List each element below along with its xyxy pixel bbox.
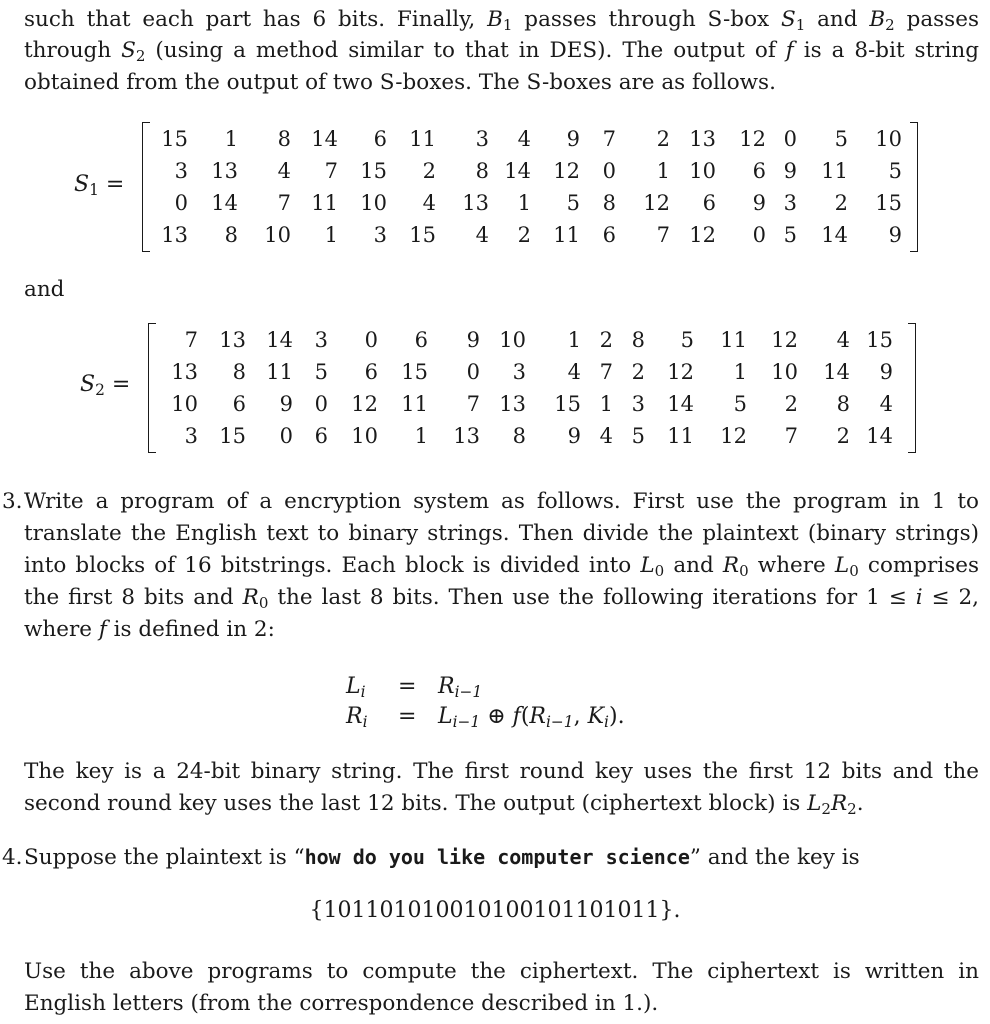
s1-cell: 8 xyxy=(224,223,238,247)
s1-cell: 9 xyxy=(752,191,766,215)
s2-cell: 3 xyxy=(512,360,526,384)
s2-cell: 1 xyxy=(414,424,428,448)
key-para-line-1: The key is a 24-bit binary string. The first round key uses the first 12 bits and the xyxy=(24,759,979,784)
s1-cell: 14 xyxy=(821,223,848,247)
s1-row-3 xyxy=(142,187,918,219)
equation-1-rhs: $R_{i-1}$ xyxy=(438,674,483,701)
s1-cell: 12 xyxy=(643,191,670,215)
s2-cell: 6 xyxy=(414,328,428,352)
s2-cell: 15 xyxy=(219,424,246,448)
s1-cell: 2 xyxy=(834,191,848,215)
item3-line-2: translate the English text to binary strings. Then divide the plaintext (binary strings) xyxy=(24,521,979,546)
s2-cell: 13 xyxy=(499,392,526,416)
s2-cell: 4 xyxy=(567,360,581,384)
item4-line: 4. Suppose the plaintext is “how do you like computer science” and the key is xyxy=(24,842,979,874)
s1-cell: 11 xyxy=(821,159,848,183)
s1-cell: 8 xyxy=(602,191,616,215)
s2-cell: 11 xyxy=(720,328,747,352)
s2-cell: 10 xyxy=(171,392,198,416)
s1-cell: 13 xyxy=(689,127,716,151)
s2-cell: 12 xyxy=(720,424,747,448)
s1-cell: 7 xyxy=(602,127,616,151)
item3-line-3: into blocks of 16 bitstrings. Each block is divided into $L_0$ and $R_0$ where $L_0$ comprises xyxy=(24,553,979,580)
equation-1-lhs: $L_i$ xyxy=(346,674,366,701)
s2-cell: 4 xyxy=(836,328,850,352)
s2-cell: 5 xyxy=(631,424,645,448)
s1-cell: 15 xyxy=(409,223,436,247)
s1-cell: 4 xyxy=(517,127,531,151)
s2-row-3 xyxy=(148,388,916,420)
s1-cell: 4 xyxy=(277,159,291,183)
s1-cell: 14 xyxy=(311,127,338,151)
s2-cell: 4 xyxy=(599,424,613,448)
s2-cell: 7 xyxy=(466,392,480,416)
s1-cell: 7 xyxy=(277,191,291,215)
s2-cell: 15 xyxy=(866,328,893,352)
s2-cell: 2 xyxy=(784,392,798,416)
s1-cell: 12 xyxy=(689,223,716,247)
s2-cell: 6 xyxy=(314,424,328,448)
s1-cell: 13 xyxy=(161,223,188,247)
s1-cell: 6 xyxy=(752,159,766,183)
s1-cell: 1 xyxy=(656,159,670,183)
key-para-line-2: second round key uses the last 12 bits. The output (ciphertext block) is $L_2R_2$. xyxy=(24,791,864,818)
s1-cell: 4 xyxy=(475,223,489,247)
item3-marker: 3. xyxy=(2,489,23,514)
s2-cell: 5 xyxy=(314,360,328,384)
s1-cell: 10 xyxy=(875,127,902,151)
s1-cell: 11 xyxy=(409,127,436,151)
s2-cell: 0 xyxy=(466,360,480,384)
final-line-1: Use the above programs to compute the ciphertext. The ciphertext is written in xyxy=(24,959,979,984)
s2-cell: 10 xyxy=(351,424,378,448)
s1-cell: 13 xyxy=(211,159,238,183)
s1-cell: 9 xyxy=(888,223,902,247)
s1-cell: 15 xyxy=(875,191,902,215)
s2-cell: 3 xyxy=(314,328,328,352)
s2-cell: 14 xyxy=(866,424,893,448)
s2-cell: 12 xyxy=(351,392,378,416)
s2-cell: 14 xyxy=(266,328,293,352)
s1-cell: 1 xyxy=(224,127,238,151)
s2-cell: 5 xyxy=(680,328,694,352)
s2-row-2 xyxy=(148,356,916,388)
s2-cell: 12 xyxy=(771,328,798,352)
s1-cell: 6 xyxy=(373,127,387,151)
s1-cell: 0 xyxy=(602,159,616,183)
s2-cell: 7 xyxy=(599,360,613,384)
s1-cell: 14 xyxy=(211,191,238,215)
intro-line-1: such that each part has 6 bits. Finally, $B_1$ passes through S-box $S_1$ and $B_2$ passes xyxy=(24,7,979,34)
s1-cell: 5 xyxy=(783,223,797,247)
s2-cell: 1 xyxy=(733,360,747,384)
s1-matrix xyxy=(142,122,918,252)
plaintext-code: how do you like computer science xyxy=(304,845,690,869)
s1-cell: 9 xyxy=(783,159,797,183)
s2-cell: 0 xyxy=(314,392,328,416)
item3-line-1: 3. Write a program of a encryption system as follows. First use the program in 1 to xyxy=(24,486,979,518)
s1-row-2 xyxy=(142,155,918,187)
s2-cell: 13 xyxy=(171,360,198,384)
final-line-2: English letters (from the correspondence described in 1.). xyxy=(24,991,659,1016)
equation-2-equals: = xyxy=(398,704,417,729)
s2-cell: 8 xyxy=(836,392,850,416)
item3-line-4: the first 8 bits and $R_0$ the last 8 bits. Then use the following iterations for 1 ≤ i ≤ 2, xyxy=(24,585,980,612)
s2-cell: 14 xyxy=(667,392,694,416)
s2-cell: 11 xyxy=(266,360,293,384)
s2-cell: 0 xyxy=(279,424,293,448)
s1-cell: 10 xyxy=(264,223,291,247)
s2-cell: 14 xyxy=(823,360,850,384)
s1-row-1 xyxy=(142,123,918,155)
s2-cell: 1 xyxy=(567,328,581,352)
s2-row-4 xyxy=(148,420,916,452)
s2-cell: 6 xyxy=(232,392,246,416)
s2-cell: 2 xyxy=(599,328,613,352)
s2-cell: 11 xyxy=(667,424,694,448)
s1-cell: 3 xyxy=(373,223,387,247)
s2-cell: 10 xyxy=(499,328,526,352)
s2-cell: 9 xyxy=(466,328,480,352)
s2-cell: 9 xyxy=(279,392,293,416)
s1-cell: 3 xyxy=(475,127,489,151)
s1-cell: 1 xyxy=(324,223,338,247)
key-value: {101101010010100101101011}. xyxy=(309,898,681,923)
s1-cell: 15 xyxy=(360,159,387,183)
s2-cell: 8 xyxy=(232,360,246,384)
s1-cell: 7 xyxy=(324,159,338,183)
intro-line-2: through $S_2$ (using a method similar to that in DES). The output of f is a 8-bit string xyxy=(24,38,979,65)
s1-cell: 8 xyxy=(277,127,291,151)
s1-cell: 1 xyxy=(517,191,531,215)
s1-label: $S_1$ = xyxy=(74,172,125,199)
intro-line-3: obtained from the output of two S-boxes. The S-boxes are as follows. xyxy=(24,70,776,95)
s1-cell: 6 xyxy=(602,223,616,247)
s1-cell: 5 xyxy=(888,159,902,183)
s2-cell: 9 xyxy=(567,424,581,448)
s2-cell: 3 xyxy=(631,392,645,416)
s1-cell: 12 xyxy=(739,127,766,151)
s2-cell: 2 xyxy=(631,360,645,384)
s1-cell: 0 xyxy=(783,127,797,151)
s2-cell: 8 xyxy=(631,328,645,352)
s1-cell: 11 xyxy=(311,191,338,215)
s1-cell: 0 xyxy=(752,223,766,247)
s1-cell: 3 xyxy=(783,191,797,215)
s1-cell: 2 xyxy=(656,127,670,151)
s2-cell: 1 xyxy=(599,392,613,416)
s2-cell: 3 xyxy=(184,424,198,448)
equation-1-equals: = xyxy=(398,674,417,699)
s2-cell: 7 xyxy=(784,424,798,448)
s1-cell: 5 xyxy=(834,127,848,151)
equation-2-rhs: $L_{i-1}$ ⊕ $f(R_{i-1}$, $K_i$). xyxy=(438,704,625,731)
s2-cell: 4 xyxy=(879,392,893,416)
s1-cell: 2 xyxy=(517,223,531,247)
s1-cell: 15 xyxy=(161,127,188,151)
s2-cell: 11 xyxy=(401,392,428,416)
s2-cell: 8 xyxy=(512,424,526,448)
s1-cell: 13 xyxy=(462,191,489,215)
s1-cell: 2 xyxy=(422,159,436,183)
s1-cell: 14 xyxy=(504,159,531,183)
s1-cell: 6 xyxy=(702,191,716,215)
s2-cell: 13 xyxy=(219,328,246,352)
s1-cell: 0 xyxy=(174,191,188,215)
s2-cell: 5 xyxy=(733,392,747,416)
s1-cell: 7 xyxy=(656,223,670,247)
s2-cell: 15 xyxy=(401,360,428,384)
s1-cell: 3 xyxy=(174,159,188,183)
item4-marker: 4. xyxy=(2,845,23,870)
s1-cell: 12 xyxy=(553,159,580,183)
s2-cell: 7 xyxy=(184,328,198,352)
s1-cell: 10 xyxy=(689,159,716,183)
s1-cell: 10 xyxy=(360,191,387,215)
s2-cell: 6 xyxy=(364,360,378,384)
s2-cell: 9 xyxy=(879,360,893,384)
s1-cell: 4 xyxy=(422,191,436,215)
s2-label: $S_2$ = xyxy=(80,372,131,399)
s2-cell: 13 xyxy=(453,424,480,448)
s2-cell: 12 xyxy=(667,360,694,384)
s1-cell: 11 xyxy=(553,223,580,247)
s2-cell: 15 xyxy=(554,392,581,416)
s1-cell: 5 xyxy=(566,191,580,215)
item3-line-5: where f is defined in 2: xyxy=(24,617,275,642)
s1-cell: 8 xyxy=(475,159,489,183)
s2-matrix xyxy=(148,323,916,453)
s2-cell: 2 xyxy=(836,424,850,448)
s2-row-1 xyxy=(148,324,916,356)
s2-cell: 0 xyxy=(364,328,378,352)
s1-row-4 xyxy=(142,219,918,251)
s2-cell: 10 xyxy=(771,360,798,384)
equation-2-lhs: $R_i$ xyxy=(346,704,368,731)
s1-cell: 9 xyxy=(566,127,580,151)
and-text: and xyxy=(24,277,65,302)
